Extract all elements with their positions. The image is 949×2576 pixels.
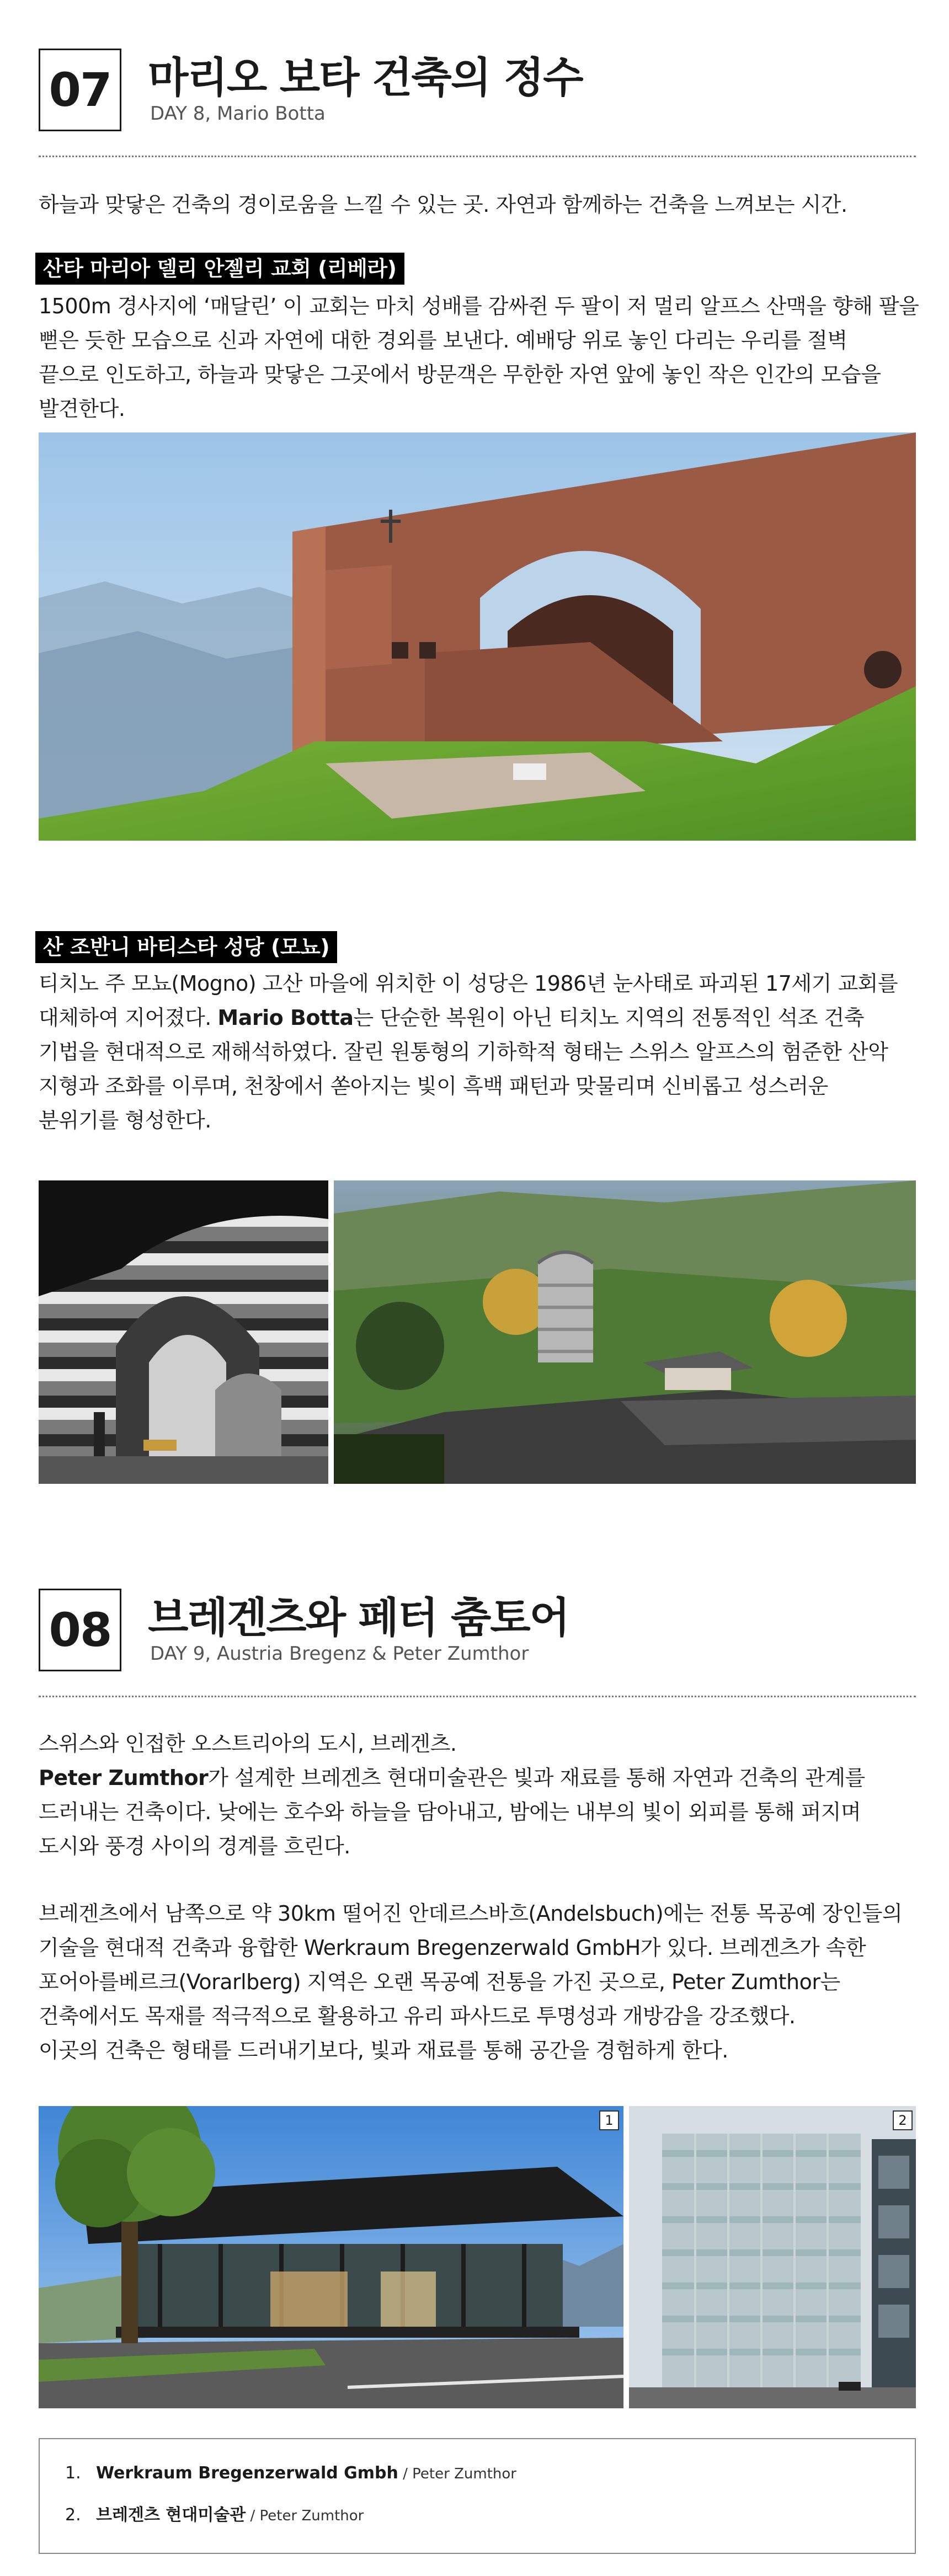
werkraum-photo [39, 2106, 623, 2408]
church-photo [39, 432, 916, 841]
section-title: 마리오 보타 건축의 정수 [148, 53, 583, 102]
text-line: 기술을 현대적 건축과 융합한 Werkraum Bregenzerwald GmbH가 있다. 브레겐츠가 속한 [39, 1936, 866, 1960]
photo-caption-box [39, 2438, 916, 2554]
caption-item [65, 2463, 516, 2483]
text-line: 티치노 주 모뇨(Mogno) 고산 마을에 위치한 이 성당은 1986년 눈사태로 파괴된 17세기 교회를 [39, 971, 898, 996]
intro-text: 하늘과 맞닿은 건축의 경이로움을 느낄 수 있는 곳. 자연과 함께하는 건축을 느껴보는 시간. [39, 193, 847, 217]
text-line [39, 1001, 921, 1035]
divider [39, 156, 916, 157]
section-number-box [39, 49, 121, 131]
text-run: 는 단순한 복원이 아닌 티치노 지역의 전통적인 석조 건축 [353, 1006, 864, 1030]
photo-number-badge: 1 [599, 2110, 619, 2130]
text-line: 드러내는 건축이다. 낮에는 호수와 하늘을 담아내고, 밤에는 내부의 빛이 외피를 통해 퍼지며 [39, 1800, 861, 1824]
church-tag: 산 조반니 바티스타 성당 (모뇨) [35, 931, 337, 963]
section-number: 07 [49, 63, 111, 117]
text-line: 뻗은 듯한 모습으로 신과 자연에 대한 경외를 보낸다. 예배당 위로 놓인 다리는 우리를 절벽 [39, 328, 847, 352]
caption-title: Werkraum Bregenzerwald Gmbh [96, 2463, 398, 2483]
caption-number: 2. [65, 2505, 81, 2525]
text-line: 브레겐츠에서 남쪽으로 약 30km 떨어진 안데르스바흐(Andelsbuch)에는 전통 목공예 장인들의 [39, 1901, 903, 1926]
photo-number-badge: 2 [893, 2110, 913, 2130]
text-run: 대체하여 지어졌다. [39, 1006, 218, 1030]
section-number-box [39, 1589, 121, 1671]
text-line [39, 1761, 921, 1795]
caption-item [65, 2501, 364, 2525]
text-line: 발견한다. [39, 397, 125, 421]
church-description [39, 966, 921, 1137]
section-number: 08 [49, 1603, 111, 1657]
caption-title: 브레겐츠 현대미술관 [96, 2505, 246, 2525]
werkraum-description [39, 1896, 921, 2067]
text-line: 지형과 조화를 이루며, 천창에서 쏟아지는 빛이 흑백 패턴과 맞물리며 신비롭고 성스러운 [39, 1074, 828, 1098]
text-line: 스위스와 인접한 오스트리아의 도시, 브레겐츠. [39, 1731, 457, 1756]
divider [39, 1696, 916, 1697]
caption-author: / Peter Zumthor [246, 2508, 364, 2524]
architect-name: Peter Zumthor [39, 1766, 209, 1790]
bregenz-intro [39, 1727, 921, 1863]
caption-number: 1. [65, 2463, 81, 2483]
section-subtitle: DAY 8, Mario Botta [150, 103, 326, 125]
text-line: 포어아를베르크(Vorarlberg) 지역은 오랜 목공예 전통을 가진 곳으로, Peter Zumthor는 [39, 1970, 840, 1994]
text-line: 기법을 현대적으로 재해석하였다. 잘린 원통형의 기하학적 형태는 스위스 알프스의 험준한 산악 [39, 1040, 888, 1064]
text-line: 도시와 풍경 사이의 경계를 흐린다. [39, 1834, 350, 1858]
section-subtitle: DAY 9, Austria Bregenz & Peter Zumthor [150, 1643, 529, 1665]
section-title: 브레겐츠와 페터 춤토어 [148, 1593, 569, 1642]
kunsthaus-photo [629, 2106, 916, 2408]
church-interior-photo [39, 1180, 328, 1484]
church-exterior-photo [334, 1180, 916, 1484]
church-tag: 산타 마리아 델리 안젤리 교회 (리베라) [35, 253, 404, 285]
text-line: 1500m 경사지에 ‘매달린’ 이 교회는 마치 성배를 감싸쥔 두 팔이 저 멀리 알프스 산맥을 향해 팔을 [39, 294, 919, 318]
architect-name: Mario Botta [217, 1006, 354, 1030]
church-description [39, 289, 921, 426]
text-line: 끝으로 인도하고, 하늘과 맞닿은 그곳에서 방문객은 무한한 자연 앞에 놓인 작은 인간의 모습을 [39, 362, 881, 387]
text-line: 건축에서도 목재를 적극적으로 활용하고 유리 파사드로 투명성과 개방감을 강조했다. [39, 2004, 796, 2028]
text-line: 분위기를 형성한다. [39, 1108, 211, 1132]
caption-author: / Peter Zumthor [398, 2466, 516, 2482]
text-run: 가 설계한 브레겐츠 현대미술관은 빛과 재료를 통해 자연과 건축의 관계를 [208, 1766, 865, 1790]
text-line: 이곳의 건축은 형태를 드러내기보다, 빛과 재료를 통해 공간을 경험하게 한다. [39, 2038, 728, 2062]
